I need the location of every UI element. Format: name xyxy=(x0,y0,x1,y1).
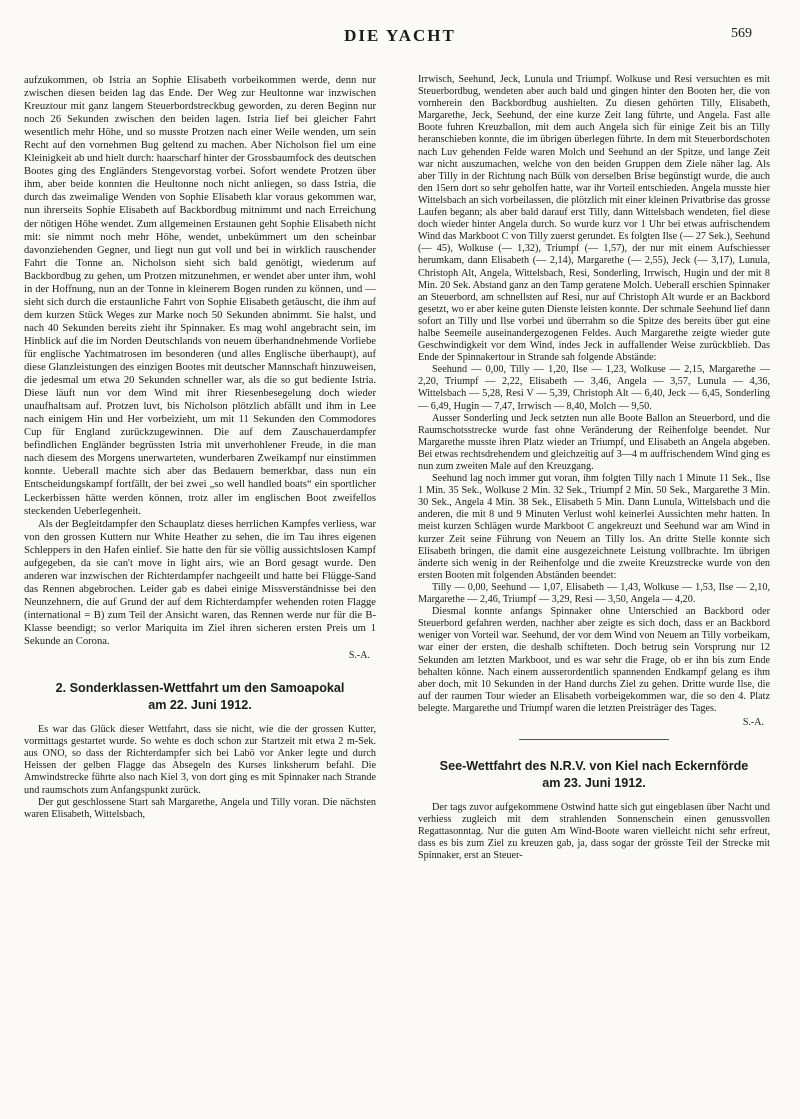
article-paragraph: Der gut geschlossene Start sah Margarethe, Angela und Tilly voran. Die nächsten waren Elisabeth, Wittelsbach, xyxy=(24,796,376,820)
section-heading-line: 2. Sonderklassen-Wettfahrt um den Samoapokal xyxy=(55,681,345,696)
section-heading-line: See-Wettfahrt des N.R.V. von Kiel nach Eckernförde xyxy=(439,758,749,773)
page-number: 569 xyxy=(731,26,752,41)
section-heading xyxy=(418,758,770,792)
author-signature: S.-A. xyxy=(348,650,370,662)
article-paragraph: Ausser Sonderling und Jeck setzten nun alle Boote Ballon an Steuerbord, und die Raumschotsstrecke wurde fast ohne Veränderung der Reihenfolge beendet. Nur Margarethe musste ihren Platz wieder an Triumpf, und Elisabeth an Angela abgeben. Bei etwas rechtsdrehendem und gleichzeitig auf 3—4 m auffrischendem Wind ging es nun zum zweiten Male auf den Kreuzgang. xyxy=(418,412,770,472)
section-divider xyxy=(519,739,669,740)
page-header xyxy=(0,26,800,52)
results-paragraph: Tilly — 0,00, Seehund — 1,07, Elisabeth — 1,43, Wolkuse — 1,53, Ilse — 2,10, Margarethe — 2,46, Triumpf — 3,29, Resi — 3,50, Angela — 4,20. xyxy=(418,581,770,606)
left-column xyxy=(24,74,376,821)
results-paragraph: Seehund — 0,00, Tilly — 1,20, Ilse — 1,23, Wolkuse — 2,15, Margarethe — 2,20, Triumpf — 2,22, Elisabeth — 3,46, Angela — 3,57, Lunula — 4,36, Wittelsbach — 5,28, Resi V — 5,39, Christoph Alt — 6,40, Jeck — 6,45, Sonderling — 6,49, Hugin — 7,47, Irrwisch — 8,40, Molch — 9,50. xyxy=(418,364,770,412)
page-title: DIE YACHT xyxy=(344,26,456,45)
article-paragraph: Der tags zuvor aufgekommene Ostwind hatte sich gut eingeblasen über Nacht und verhiess zugleich mit dem strahlenden Sonnenschein einen genussvollen Regattasonntag. Nur die guten Am Wind-Boote waren vielleicht nicht sehr erfreut, dass es bis zum Ziel zu kreuzen gab, ja, dass sogar der grösste Teil der Strecke mit Spinnaker, erst an Steuer- xyxy=(418,801,770,862)
article-paragraph: Es war das Glück dieser Wettfahrt, dass sie nicht, wie die der grossen Kutter, vormittags gestartet wurde. So wehte es doch schon zur Startzeit mit etwa 2 m-Sek. aus ONO, so dass der Richterdampfer sich bei Labö vor Anker legte und durch Heissen der gelben Flagge das Absegeln des Kurses linksherum befahl. Die Amwindstrecke führte also nach Kiel 3, von dort ging es mit Spinnaker nach Strande und raumschots zum Anfangspunkt zurück. xyxy=(24,724,376,796)
section-heading-line: am 22. Juni 1912. xyxy=(148,698,252,713)
article-paragraph: Seehund lag noch immer gut voran, ihm folgten Tilly nach 1 Minute 11 Sek., Ilse 1 Min. 35 Sek., Wolkuse 2 Min. 32 Sek., Triumpf 2 Min. 50 Sek., Margarethe 3 Min. 30 Sek., Angela 4 Min. 38 Sek., Elisabeth 5 Min. Dann Lunula, Wittelsbach und die anderen, die mit 8 und 9 Minuten Verlust wohl keinerlei Aussichten mehr hatten. In meist kurzen Schlägen wurde Markboot C angekreuzt und Seehund war am Wind in kurzer Zeit seine Führung von Neuem an Tilly los. An dritte Stelle konnte sich Elisabeth bringen, die damit eine ausgezeichnete Leistung vollbrachte. Im übrigen änderte sich wenig in der Reihenfolge und die zweite Kreuzstrecke wurde von den ersten Booten mit folgenden Abständen beendet: xyxy=(418,473,770,581)
article-paragraph: Irrwisch, Seehund, Jeck, Lunula und Triumpf. Wolkuse und Resi versuchten es mit Steuerbordbug, wendeten aber auch bald und gingen hinter den Booten her, die von vornherein den Backbordbug aushielten. Zu diesen gehörten Tilly, Elisabeth, Margarethe, Jeck, Seehund, der eine kurze Zeit lang führte, und Angela. Fast alle Boote fuhren Kreuzballon, mit dem auch Angela sich für einige Zeit bis an Tilly heranschieben konnte, die im übrigen überlegen führte. In dem mit Steuerbordschoten nach Luv gehenden Felde waren Molch und Seehund an der Spitze, und lange Zeit war nicht auszumachen, welche von den beiden Gruppen dem Ziele näher lag. Als aber Tilly in der Richtung nach Bülk von derselben Brise begünstigt wurde, die auch den 15ern dort so sehr geholfen hatte, war ihr Vorteil entschieden. Angela musste hier Wittelsbach an sich vorbeilassen, die plötzlich mit einer kleinen Privatbrise das grosse Laufen begann; als aber bald darauf erst Tilly, dann Wittelsbach wendeten, fiel diese doch wieder hinter Angela durch. So wurde kurz vor 1 Uhr bei etwas aufrischendem Wind das Markboot C von Tilly zuerst gerundet. Es folgten Ilse (— 27 Sek.), Seehund (— 45), Wolkuse (— 1,32), Triumpf (— 1,57), der nur mit einem Aufschiesser herumkam, dann Elisabeth (— 2,14), Margarethe (— 2,55), Jeck (— 3,17), Lunula, Christoph Alt, Angela, Wittelsbach, Resi, Sonderling, Irrwisch, Hugin und der mit 8 Min. 20 Sek. Abstand ganz an den Tamp geratene Molch. Ueberall erschien Spinnaker an Steuerbord, am schnellsten auf Resi, nur auf Christoph Alt wurde er an Backbord gesetzt, wo er aber keine guten Dienste leisten konnte. Der schmale Seehund lief dann sofort an Tilly und Ilse vorbei und überrahm so die Spitze des bereits über gut eine halbe Seemeile auseinandergezogenen Feldes. Auch Margarethe zeigte wieder gute Geschwindigkeit vor dem Wind, indes Jeck in auffallender Weise zurückblieb. Das Ende der Spinnakertour in Strande sah folgende Abstände: xyxy=(418,74,770,364)
article-paragraph: Diesmal konnte anfangs Spinnaker ohne Unterschied an Backbord oder Steuerbord gefahren werden, nachher aber zeigte es sich doch, dass er an Backbord weniger von Vorteil war. Seehund, der vor dem Wind von Neuem an Tilly vorbeikam, war einer der ersten, die deshalb schifteten. Doch betrug sein Vorsprung nur 12 Sekunden am letzten Markboot, und es war sehr die Frage, ob er ihn bis zum Ende behalten könne. Nach einem ausserordentlich spannenden Endkampf gelang es ihm aber doch, mit 10 Sekunden in der Hand durchs Ziel zu gehen. Dritte wurde Ilse, die auf der raumen Tour wieder an Elisabeth vorbeigekommen war, die so den 4. Platz belegte. Margarethe und Triumpf waren die letzten Preisträger des Tages. xyxy=(418,606,770,714)
article-paragraph: aufzukommen, ob Istria an Sophie Elisabeth vorbeikommen werde, denn nur zwischen diesen beiden lag das Ende. Der Weg zur Heultonne war inzwischen Kreuztour mit ganz langem Steuerbordstreckbug geworden, zu deren Beginn nur noch 26 Sekunden zwischen den beiden lagen. Istria lief bei gleicher Fahrt wesentlich mehr Höhe, und so musste Protzen nach einer Weile wenden, um sein Recht auf den vornehmen Bug geltend zu machen. Aber Nicholson fiel um eine Kleinigkeit ab und hielt durch: haarscharf hinter der Grossbaumfock des deutschen Bootes ging des Engländers Stengevorstag vorbei. Sofort wendete Protzen über ihm, aber beide konnten die Heultonne noch nicht anliegen, so dass Istria, die durch das zweimalige Wenden von Sophie Elisabeth klar voraus gekommen war, nun ihrerseits Sophie Elisabeth auf Backbordbug mitnimmt und nach Erreichung der nötigen Höhe wendet. Zum allgemeinen Erstaunen geht Sophie Elisabeth nicht mit: sie nimmt noch mehr Höhe, wendet, unbekümmert um den scheinbar davonziehenden Gegner, und liegt nun gut voll und bei in wirklich rauschender Fahrt die Tonne an. Nicholson sieht sich bald genötigt, wiederum auf Backbordbug zu gehen, um Protzen mitzunehmen, er wendet aber unter ihm, wohl in der Hoffnung, nun an der Tonne in kleinerem Bogen runden zu können, und — sieht sich durch die erstaunliche Fahrt von Sophie Elisabeth getäuscht, die ihm auf dem kurzen Stück Weges zur Marke noch 50 Sekunden abnimmt. Sie halst, und nach 40 Sekunden bereits zieht ihr Spinnaker. Es mag wohl angebracht sein, im Hinblick auf die im Norden Deutschlands von neuem überhandnehmende Vorliebe für englische Yachtmatrosen im besonderen (und alles Englische überhaupt), auf diese Glanzleistungen des einzigen Bootes mit deutscher Mannschaft hinzuweisen, die jedesmal um etwa 20 Sekunden schneller war, als die so gut bediente Istria. Diese läuft nun vor dem Wind mit ihrer Riesenbesegelung doch wieder unaufhaltsam auf. Protzen luvt, bis Nicholson plötzlich abfällt und ihm in Lee nach einigem Hin und Her vorbeizieht, um mit 11 Sekunden den Commodores Cup für England zurückzugewinnen. Die auf dem Zauschauerdampfer befindlichen Engländer begrüssten Istria mit unverhohlener Freude, in die man nach diesem des Morgens unerwarteten, wunderbaren Zweikampf nur einstimmen konnte. Ueberall machte sich aber das Bedauern bemerkbar, dass nun ein Entscheidungskampf fortfällt, der bei zwei „so well handled boats“ ein sportlicher Leckerbissen hätte werden können, trotz aller im englischen Boot zweifellos steckenden Ueberlegenheit. xyxy=(24,75,376,517)
section-heading-line: am 23. Juni 1912. xyxy=(542,775,646,790)
article-paragraph: Als der Begleitdampfer den Schauplatz dieses herrlichen Kampfes verliess, war von den grossen Kuttern nur White Heather zu sehen, die im Tau ihres eigenen Schleppers in den Hafen einlief. Sie hatte den für sie völlig aussichtslosen Kampf aufgegeben, da sie can't move in light airs, wie an Bord gesagt wurde. Den anderen war inzwischen der Richterdampfer nachgeeilt und hatte bei Flügge-Sand das Rennen abgebrochen. Leider gab es dabei einige Missverständnisse bei den Neunzehnern, die auf Grund der auf dem Richterdampfer wehenden roten Flagge (international = B) zum Teil der Ansicht waren, das Rennen werde nur für die B-Klasse beendigt; so verlor Mariquita im Ziel ihren sicheren ersten Preis um 1 Sekunde an Corona. xyxy=(24,518,376,648)
section-heading xyxy=(24,680,376,714)
right-column xyxy=(418,74,770,862)
author-signature: S.-A. xyxy=(742,716,764,728)
